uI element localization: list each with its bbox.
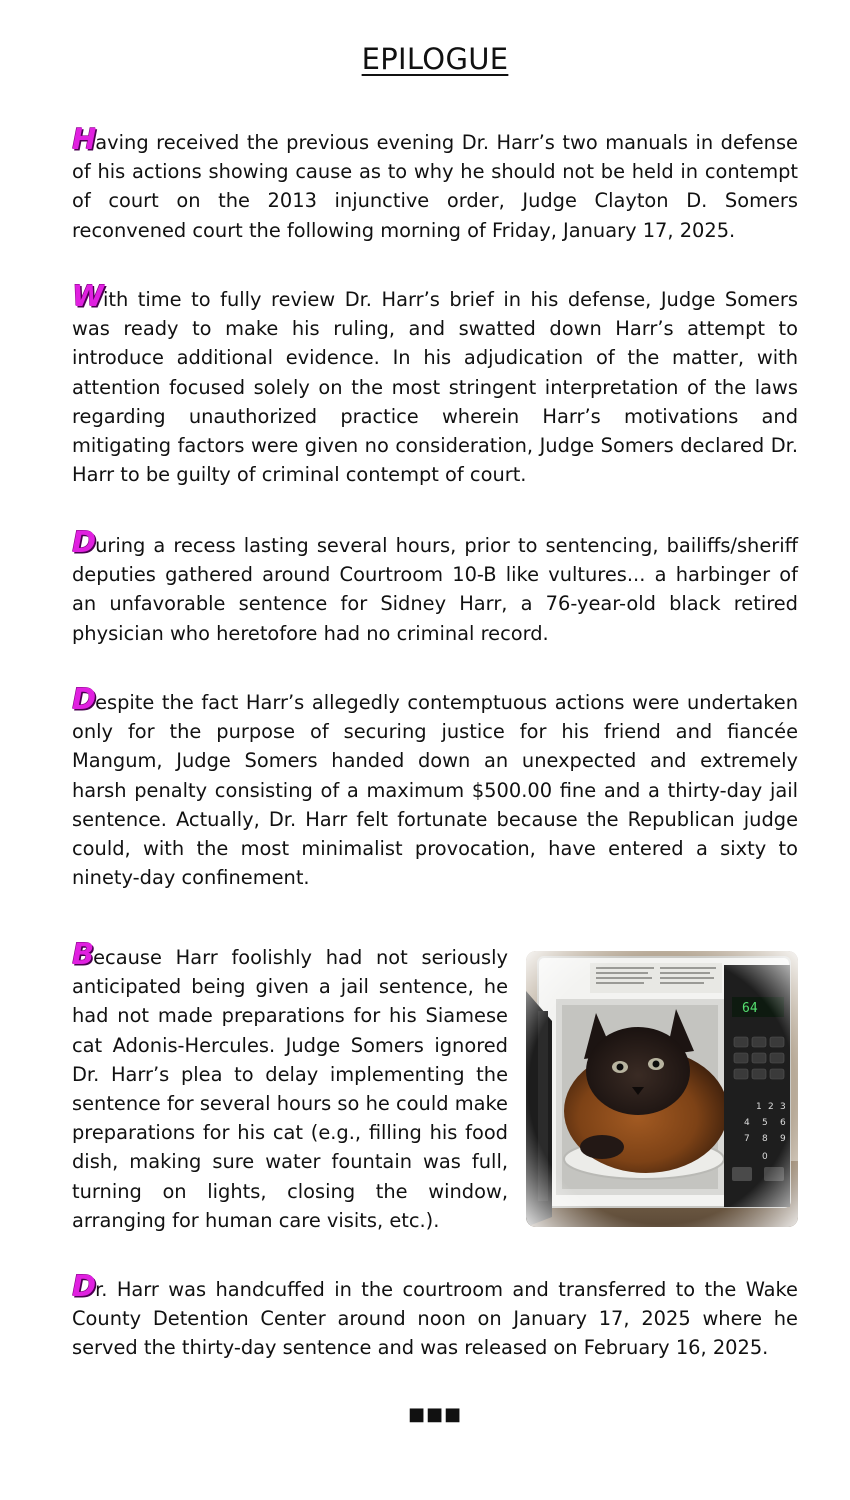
paragraph-text: uring a recess lasting several hours, prior to sentencing, bailiffs/sheriff deputies gathered around Courtroom 10-B like vultures... a harbinger of an unfavorable sentence for Sidney Harr, a 76-year-old black retired physician who heretofore had no criminal record.	[72, 534, 798, 645]
drop-cap-initial: D	[72, 682, 96, 716]
drop-cap-initial: B	[72, 937, 94, 971]
paragraph-3	[72, 525, 798, 648]
document-page	[72, 0, 798, 1425]
drop-cap-initial: D	[72, 525, 96, 559]
page-title: EPILOGUE	[361, 42, 509, 76]
paragraph-4	[72, 682, 798, 892]
paragraph-text: ith time to fully review Dr. Harr’s brief in his defense, Judge Somers was ready to make his ruling, and swatted down Harr’s attempt to introduce additional evidence. In his adjudication of the matter, with attention focused solely on the most stringent interpretation of the laws regarding unauthorized practice wherein Harr’s motivations and mitigating factors were given no consideration, Judge Somers declared Dr. Harr to be guilty of criminal contempt of court.	[72, 288, 798, 487]
paragraph-text: aving received the previous evening Dr. Harr’s two manuals in defense of his actions showing cause as to why he should not be held in contempt of court on the 2013 injunctive order, Judge Clayton D. Somers reconvened court the following morning of Friday, January 17, 2025.	[72, 131, 798, 242]
paragraph-2	[72, 279, 798, 489]
cat-in-microwave-photo	[526, 951, 798, 1227]
drop-cap-initial: W	[72, 279, 103, 313]
paragraph-6	[72, 1269, 798, 1363]
paragraph-text: ecause Harr foolishly had not seriously anticipated being given a jail sentence, he had not made preparations for his Siamese cat Adonis-Hercules. Judge Somers ignored Dr. Harr’s plea to delay implementing the sentence for several hours so he could make preparations for his cat (e.g., filling his food dish, making sure water fountain was full, turning on lights, closing the window, arranging for human care visits, etc.).	[72, 946, 508, 1232]
paragraph-text: r. Harr was handcuffed in the courtroom and transferred to the Wake County Detention Center around noon on January 17, 2025 where he served the thirty-day sentence and was released on February 16, 2025.	[72, 1278, 798, 1360]
paragraph-1	[72, 122, 798, 245]
paragraph-text: espite the fact Harr’s allegedly contemptuous actions were undertaken only for the purpose of securing justice for his friend and fiancée Mangum, Judge Somers handed down an unexpected and extremely harsh penalty consisting of a maximum $500.00 fine and a thirty-day jail sentence. Actually, Dr. Harr felt fortunate because the Republican judge could, with the most minimalist provocation, have entered a sixty to ninety-day confinement.	[72, 691, 798, 890]
paragraph-5	[72, 937, 798, 1235]
drop-cap-initial: D	[72, 1269, 96, 1303]
end-of-section-mark: ■■■	[407, 1404, 463, 1425]
drop-cap-initial: H	[72, 122, 96, 156]
cat-in-microwave-illustration	[526, 951, 798, 1227]
